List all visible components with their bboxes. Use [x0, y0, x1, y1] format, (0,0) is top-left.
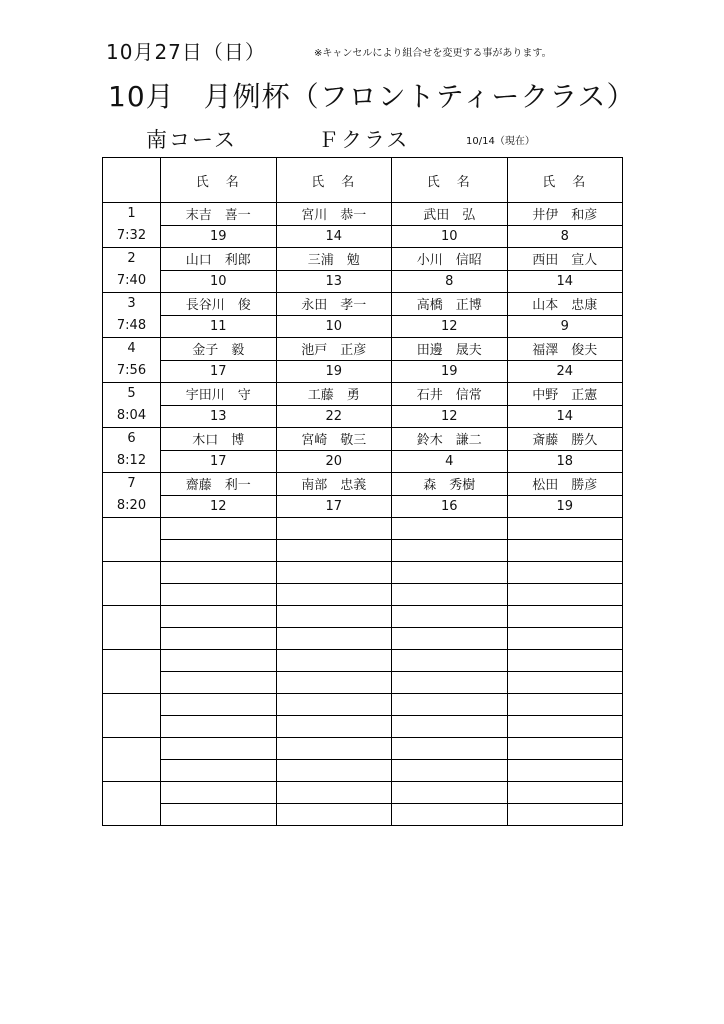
player-handicap: 11: [161, 315, 277, 338]
table-row: [103, 315, 623, 338]
player-name: 長谷川 俊: [161, 293, 277, 316]
player-name: 永田 孝一: [276, 293, 392, 316]
player-name: 木口 博: [161, 428, 277, 451]
player-handicap: [161, 716, 277, 738]
player-handicap: [392, 584, 508, 606]
as-of-date: 10/14（現在）: [466, 136, 535, 147]
player-handicap: 14: [507, 405, 623, 428]
group-cell: [103, 248, 161, 293]
player-handicap: [392, 628, 508, 650]
player-handicap: [161, 804, 277, 826]
table-row: [103, 518, 623, 540]
player-name: 末吉 喜一: [161, 203, 277, 226]
player-name: 石井 信常: [392, 383, 508, 406]
player-name: 宮崎 敬三: [276, 428, 392, 451]
player-handicap: [392, 716, 508, 738]
player-name: [161, 782, 277, 804]
player-name: 高橋 正博: [392, 293, 508, 316]
player-name: [392, 782, 508, 804]
tee-time: 7:32: [116, 228, 147, 243]
player-handicap: [507, 540, 623, 562]
player-name: 田邊 晟夫: [392, 338, 508, 361]
tee-time: 8:04: [116, 408, 147, 423]
player-handicap: 17: [161, 450, 277, 473]
tee-time: 8:12: [116, 453, 147, 468]
table-row: [103, 650, 623, 672]
player-name: 斎藤 勝久: [507, 428, 623, 451]
player-name: 工藤 勇: [276, 383, 392, 406]
player-name: [276, 738, 392, 760]
header-row: [103, 158, 623, 203]
group-number: 5: [127, 386, 136, 401]
player-name: [507, 694, 623, 716]
group-cell: [103, 428, 161, 473]
player-name: [392, 606, 508, 628]
player-handicap: [276, 672, 392, 694]
tee-time: 7:48: [116, 318, 147, 333]
player-handicap: 10: [392, 225, 508, 248]
player-name: [276, 518, 392, 540]
player-name: 武田 弘: [392, 203, 508, 226]
player-handicap: 16: [392, 495, 508, 518]
player-name: 松田 勝彦: [507, 473, 623, 496]
table-row: [103, 383, 623, 406]
player-name: [507, 518, 623, 540]
event-date: 10月27日（日）: [106, 40, 266, 64]
group-number: 2: [127, 251, 136, 266]
player-handicap: [392, 760, 508, 782]
player-name: [276, 694, 392, 716]
player-name: [276, 650, 392, 672]
table-row: [103, 405, 623, 428]
player-handicap: 19: [507, 495, 623, 518]
player-handicap: [276, 804, 392, 826]
group-cell: [103, 293, 161, 338]
player-name: [276, 562, 392, 584]
name-column-header: 氏 名: [392, 158, 508, 203]
player-name: 南部 忠義: [276, 473, 392, 496]
table-row: [103, 562, 623, 584]
player-handicap: [392, 672, 508, 694]
player-name: [276, 606, 392, 628]
player-name: 山本 忠康: [507, 293, 623, 316]
player-handicap: 18: [507, 450, 623, 473]
group-cell: [103, 650, 161, 694]
player-handicap: [276, 628, 392, 650]
group-number: 1: [127, 206, 136, 221]
table-row: [103, 360, 623, 383]
player-handicap: 10: [276, 315, 392, 338]
table-row: [103, 270, 623, 293]
player-name: 山口 利郎: [161, 248, 277, 271]
group-column-header: [103, 158, 161, 203]
table-row: [103, 738, 623, 760]
player-name: [392, 562, 508, 584]
player-handicap: [276, 760, 392, 782]
player-name: 宮川 恭一: [276, 203, 392, 226]
player-handicap: 17: [276, 495, 392, 518]
player-handicap: [276, 540, 392, 562]
table-row: [103, 672, 623, 694]
group-cell: [103, 694, 161, 738]
player-name: [507, 606, 623, 628]
table-row: [103, 225, 623, 248]
table-row: [103, 584, 623, 606]
player-handicap: [507, 584, 623, 606]
player-name: [161, 694, 277, 716]
player-name: [507, 782, 623, 804]
table-row: [103, 428, 623, 451]
player-handicap: 14: [276, 225, 392, 248]
table-row: [103, 628, 623, 650]
player-handicap: 8: [507, 225, 623, 248]
table-row: [103, 293, 623, 316]
group-rows: [103, 203, 623, 826]
name-column-header: 氏 名: [276, 158, 392, 203]
player-handicap: [392, 540, 508, 562]
group-cell: [103, 518, 161, 562]
player-handicap: [507, 628, 623, 650]
table-row: [103, 694, 623, 716]
table-row: [103, 716, 623, 738]
player-name: [161, 562, 277, 584]
player-name: 福澤 俊夫: [507, 338, 623, 361]
player-name: [161, 650, 277, 672]
player-handicap: [507, 804, 623, 826]
player-handicap: [161, 628, 277, 650]
player-name: 森 秀樹: [392, 473, 508, 496]
player-handicap: [161, 584, 277, 606]
player-name: 井伊 和彦: [507, 203, 623, 226]
table-row: [103, 338, 623, 361]
player-handicap: 10: [161, 270, 277, 293]
player-name: 中野 正憲: [507, 383, 623, 406]
player-name: 金子 毅: [161, 338, 277, 361]
tee-time: 8:20: [116, 498, 147, 513]
player-handicap: 19: [161, 225, 277, 248]
group-cell: [103, 338, 161, 383]
player-name: [507, 650, 623, 672]
player-name: [161, 518, 277, 540]
player-handicap: 20: [276, 450, 392, 473]
name-column-header: 氏 名: [507, 158, 623, 203]
group-number: 3: [127, 296, 136, 311]
player-handicap: 22: [276, 405, 392, 428]
player-handicap: 12: [392, 315, 508, 338]
player-handicap: 13: [161, 405, 277, 428]
course-name: 南コース: [146, 128, 237, 152]
player-handicap: 8: [392, 270, 508, 293]
group-cell: [103, 383, 161, 428]
player-name: [507, 738, 623, 760]
player-name: 西田 宣人: [507, 248, 623, 271]
class-name: Ｆクラス: [318, 128, 410, 152]
tee-time: 7:40: [116, 273, 147, 288]
player-handicap: [161, 672, 277, 694]
player-handicap: 13: [276, 270, 392, 293]
group-number: 4: [127, 341, 136, 356]
player-name: 齋藤 利一: [161, 473, 277, 496]
table-row: [103, 248, 623, 271]
table-row: [103, 760, 623, 782]
group-number: 6: [127, 431, 136, 446]
player-name: [507, 562, 623, 584]
group-cell: [103, 738, 161, 782]
player-name: [392, 738, 508, 760]
player-handicap: 9: [507, 315, 623, 338]
player-name: 小川 信昭: [392, 248, 508, 271]
group-cell: [103, 562, 161, 606]
player-name: 宇田川 守: [161, 383, 277, 406]
table-row: [103, 804, 623, 826]
player-name: 三浦 勉: [276, 248, 392, 271]
cancellation-notice: ※キャンセルにより組合せを変更する事があります。: [314, 48, 552, 59]
table-row: [103, 450, 623, 473]
table-row: [103, 495, 623, 518]
table-row: [103, 473, 623, 496]
player-name: [276, 782, 392, 804]
player-handicap: [507, 760, 623, 782]
player-handicap: 17: [161, 360, 277, 383]
table-row: [103, 606, 623, 628]
player-handicap: [392, 804, 508, 826]
player-name: [161, 738, 277, 760]
player-handicap: [276, 716, 392, 738]
group-cell: [103, 203, 161, 248]
player-name: [392, 694, 508, 716]
name-column-header: 氏 名: [161, 158, 277, 203]
table-row: [103, 540, 623, 562]
player-name: [392, 518, 508, 540]
tee-time: 7:56: [116, 363, 147, 378]
table-row: [103, 203, 623, 226]
player-handicap: [507, 672, 623, 694]
page-title: 10月 月例杯（フロントティークラス）: [108, 80, 636, 113]
group-cell: [103, 606, 161, 650]
player-handicap: 19: [276, 360, 392, 383]
player-name: 池戸 正彦: [276, 338, 392, 361]
player-handicap: [161, 760, 277, 782]
table-row: [103, 782, 623, 804]
player-handicap: 12: [392, 405, 508, 428]
player-handicap: 14: [507, 270, 623, 293]
group-number: 7: [127, 476, 136, 491]
player-handicap: 24: [507, 360, 623, 383]
player-handicap: 12: [161, 495, 277, 518]
player-handicap: [507, 716, 623, 738]
player-name: [161, 606, 277, 628]
player-name: 鈴木 謙二: [392, 428, 508, 451]
group-cell: [103, 782, 161, 826]
pairing-table: [102, 157, 623, 826]
player-handicap: 4: [392, 450, 508, 473]
player-handicap: 19: [392, 360, 508, 383]
player-handicap: [161, 540, 277, 562]
group-cell: [103, 473, 161, 518]
player-handicap: [276, 584, 392, 606]
player-name: [392, 650, 508, 672]
